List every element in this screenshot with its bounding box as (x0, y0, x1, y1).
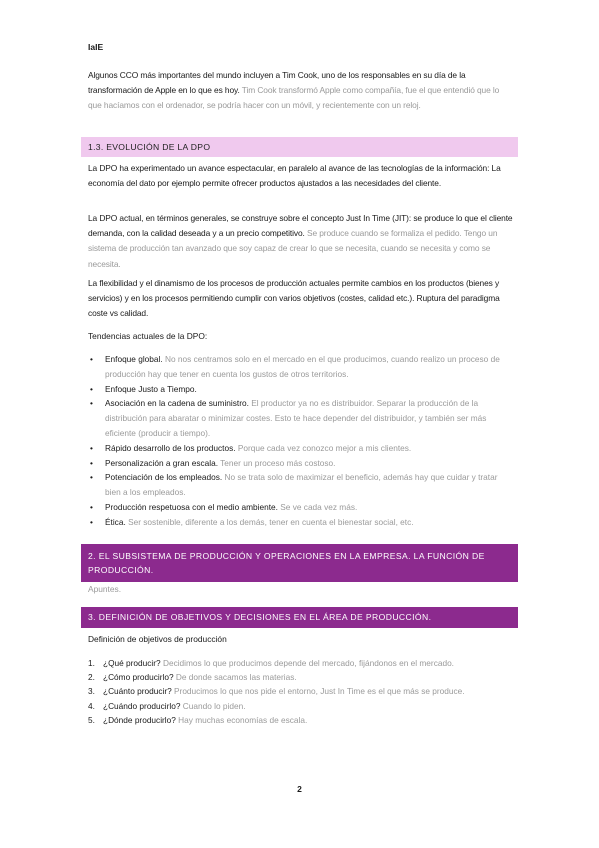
intro-bold: Algunos CCO más importantes del mundo incluyen a Tim Cook, uno de los responsables en su día de la transformación de Apple en lo que es hoy. (88, 70, 466, 96)
list-item: 4. ¿Cuándo producirlo? Cuando lo piden. (88, 700, 246, 711)
list-item: 1. ¿Qué producir? Decidimos lo que producimos depende del mercado, fijándonos en el mercado. (88, 658, 454, 668)
section-heading-3: 3. DEFINICIÓN DE OBJETIVOS Y DECISIONES EN EL ÁREA DE PRODUCCIÓN. (81, 607, 518, 628)
tendencias-list (88, 352, 513, 530)
list-item: • Asociación en la cadena de suministro. El productor ya no es distribuidor. Separar la producción de la distribución para abaratar o minimizar costes. Esto te hace depender del distribuidor, y también ser más eficiente (producir a tiempo). (88, 396, 513, 440)
intro-paragraph (88, 68, 513, 114)
intro-gray: Tim Cook transformó Apple como compañía, fue el que entendió que lo que hacíamos con el ordenador, se podría hacer con un móvil, y recientemente con un reloj. (88, 85, 500, 111)
tendencias-title: Tendencias actuales de la DPO: (88, 331, 208, 341)
list-item: • Rápido desarrollo de los productos. Porque cada vez conozco mejor a mis clientes. (88, 441, 513, 456)
objetivos-list (88, 656, 513, 727)
list-item: 5. ¿Dónde producirlo? Hay muchas economías de escala. (88, 714, 308, 725)
list-item: • Enfoque Justo a Tiempo. (88, 382, 513, 397)
jit-bold: La DPO actual, en términos generales, se construye sobre el concepto Just In Time (JIT): se produce lo que el cliente demanda, con la calidad deseada y a un precio competitivo. (88, 213, 513, 239)
objetivos-subtitle: Definición de objetivos de producción (88, 634, 227, 644)
section-heading-1-3: 1.3. EVOLUCIÓN DE LA DPO (81, 137, 518, 157)
list-item: • Ética. Ser sostenible, diferente a los demás, tener en cuenta el bienestar social, etc. (88, 515, 513, 530)
page-header: IaIE (88, 42, 104, 52)
list-item: • Producción respetuosa con el medio ambiente. Se ve cada vez más. (88, 500, 513, 515)
list-item: • Enfoque global. No nos centramos solo en el mercado en el que producimos, cuando realizo un proceso de producción hay que tener en cuenta los gustos de otros territorios. (88, 352, 513, 382)
paragraph-flexibilidad: La flexibilidad y el dinamismo de los procesos de producción actuales permite cambios en los productos (bienes y servicios) y en los procesos permitiendo cumplir con varios objetivos (costes, calidad etc.). Ruptura del paradigma coste vs calidad. (88, 278, 500, 319)
list-item: 2. ¿Cómo producirlo? De donde sacamos las materias. (88, 672, 297, 683)
paragraph-dpo-jit (88, 211, 513, 272)
list-item: 3. ¿Cuánto producir? Producimos lo que nos pide el entorno, Just In Time es el que más se produce. (88, 686, 465, 697)
list-item: • Potenciación de los empleados. No se trata solo de maximizar el beneficio, además hay que cuidar y tratar bien a los empleados. (88, 470, 513, 500)
list-item: • Personalización a gran escala. Tener un proceso más costoso. (88, 456, 513, 471)
paragraph-dpo-avance: La DPO ha experimentado un avance espectacular, en paralelo al avance de las tecnologías de la información: La economía del dato por ejemplo permite ofrecer productos ajustados a las necesidades del cliente. (88, 163, 501, 189)
section-heading-2: 2. EL SUBSISTEMA DE PRODUCCIÓN Y OPERACIONES EN LA EMPRESA. LA FUNCIÓN DE PRODUCCIÓN. (81, 544, 518, 582)
page-number: 2 (297, 784, 302, 794)
section-2-note: Apuntes. (88, 584, 122, 594)
jit-gray: Se produce cuando se formaliza el pedido. Tengo un sistema de producción tan avanzado que soy capaz de crear lo que se necesita, cuando se necesita y como se necesita. (88, 228, 498, 269)
